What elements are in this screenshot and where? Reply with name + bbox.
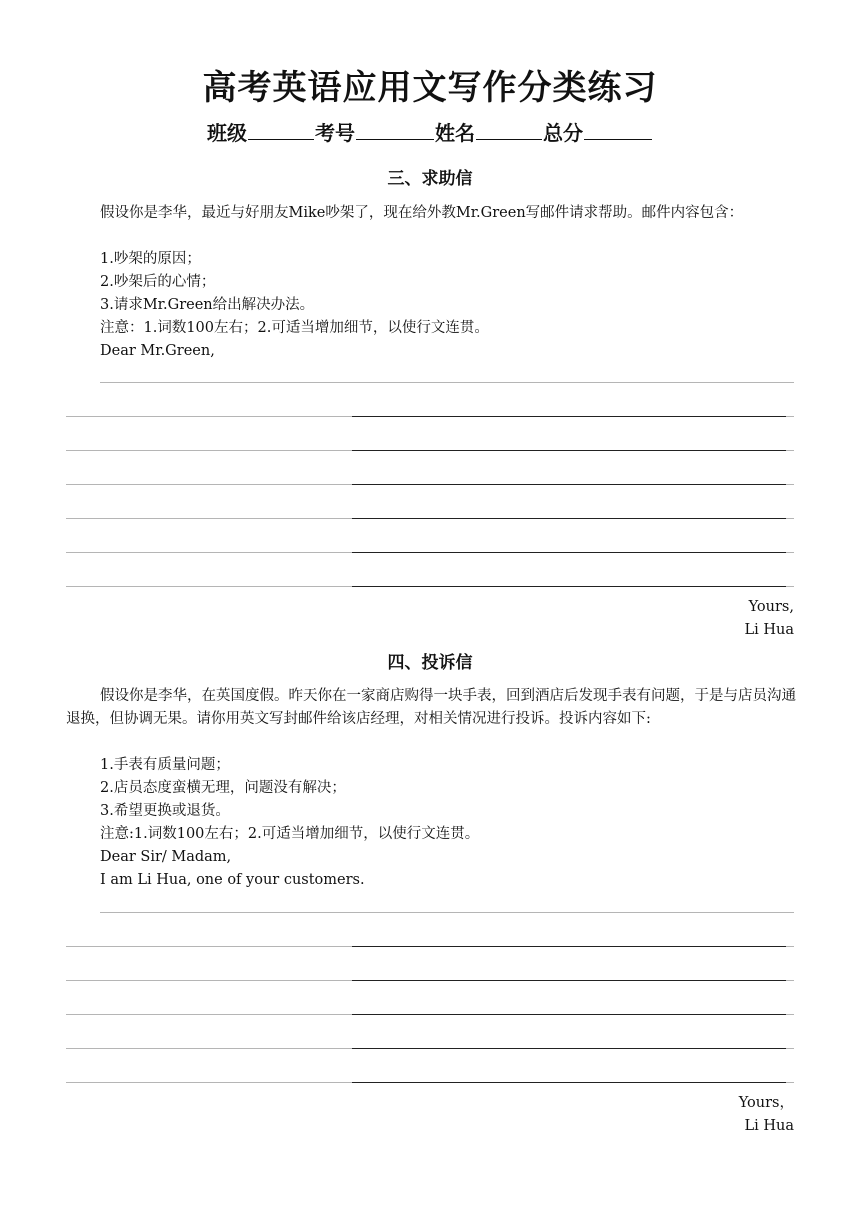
writing-line-end bbox=[786, 450, 794, 451]
writing-line[interactable] bbox=[352, 1014, 786, 1015]
number-label: 考号 bbox=[315, 121, 355, 145]
score-label: 总分 bbox=[543, 121, 583, 145]
writing-line-end bbox=[786, 1014, 794, 1015]
writing-line[interactable] bbox=[66, 1048, 352, 1049]
prompt-note: 注意：1.词数100左右；2.可适当增加细节，以使行文连贯。 bbox=[100, 320, 489, 336]
prompt-point: 3.希望更换或退货。 bbox=[100, 803, 230, 819]
writing-line[interactable] bbox=[66, 416, 352, 417]
writing-line-end bbox=[786, 552, 794, 553]
writing-line[interactable] bbox=[66, 980, 352, 981]
writing-line[interactable] bbox=[66, 1082, 352, 1083]
section-prompt-complaint-letter: 假设你是李华，在英国度假。昨天你在一家商店购得一块手表，回到酒店后发现手表有问题，于是与店员沟通退换，但协调无果。请你用英文写封邮件给该店经理，对相关情况进行投诉。投诉内容如下: bbox=[66, 688, 796, 727]
student-info-line bbox=[0, 118, 860, 148]
letter-signature: Li Hua bbox=[744, 1118, 794, 1134]
writing-line[interactable] bbox=[66, 552, 352, 553]
writing-line[interactable] bbox=[352, 552, 786, 553]
writing-line[interactable] bbox=[352, 1082, 786, 1083]
writing-line[interactable] bbox=[352, 450, 786, 451]
writing-line[interactable] bbox=[100, 912, 794, 913]
letter-salutation: Dear Sir/ Madam, bbox=[100, 849, 232, 865]
writing-line[interactable] bbox=[352, 586, 786, 587]
writing-line[interactable] bbox=[352, 484, 786, 485]
prompt-point: 2.吵架后的心情； bbox=[100, 274, 216, 290]
writing-line[interactable] bbox=[66, 1014, 352, 1015]
section-prompt-help-letter: 假设你是李华，最近与好朋友Mike吵架了，现在给外教Mr.Green写邮件请求帮助。邮件内容包含： bbox=[100, 205, 744, 221]
class-label: 班级 bbox=[207, 121, 247, 145]
writing-line[interactable] bbox=[352, 416, 786, 417]
letter-opening: I am Li Hua, one of your customers. bbox=[100, 872, 365, 888]
writing-line[interactable] bbox=[66, 946, 352, 947]
prompt-point: 1.手表有质量问题； bbox=[100, 757, 230, 773]
section-title-complaint-letter: 四、投诉信 bbox=[387, 653, 473, 673]
name-label: 姓名 bbox=[435, 121, 475, 145]
writing-line[interactable] bbox=[66, 450, 352, 451]
writing-line-end bbox=[786, 980, 794, 981]
class-blank[interactable] bbox=[248, 119, 314, 140]
prompt-point: 1.吵架的原因； bbox=[100, 251, 201, 267]
writing-line-end bbox=[786, 1082, 794, 1083]
name-blank[interactable] bbox=[476, 119, 542, 140]
prompt-point: 2.店员态度蛮横无理，问题没有解决； bbox=[100, 780, 346, 796]
writing-line-end bbox=[786, 484, 794, 485]
writing-line[interactable] bbox=[66, 586, 352, 587]
writing-line-end bbox=[786, 518, 794, 519]
letter-closing: Yours， bbox=[738, 1095, 794, 1111]
writing-line[interactable] bbox=[352, 980, 786, 981]
writing-line[interactable] bbox=[352, 518, 786, 519]
writing-line-end bbox=[786, 946, 794, 947]
writing-line[interactable] bbox=[352, 1048, 786, 1049]
writing-line-end bbox=[786, 586, 794, 587]
prompt-point: 3.请求Mr.Green给出解决办法。 bbox=[100, 297, 315, 313]
letter-salutation: Dear Mr.Green, bbox=[100, 343, 215, 359]
score-blank[interactable] bbox=[584, 119, 652, 140]
letter-closing: Yours, bbox=[748, 599, 794, 615]
writing-line[interactable] bbox=[352, 946, 786, 947]
number-blank[interactable] bbox=[356, 119, 434, 140]
writing-line[interactable] bbox=[100, 382, 794, 383]
writing-line[interactable] bbox=[66, 484, 352, 485]
writing-line-end bbox=[786, 1048, 794, 1049]
writing-line[interactable] bbox=[66, 518, 352, 519]
prompt-note: 注意:1.词数100左右；2.可适当增加细节，以使行文连贯。 bbox=[100, 826, 480, 842]
page-title: 高考英语应用文写作分类练习 bbox=[202, 68, 658, 108]
writing-line-end bbox=[786, 416, 794, 417]
section-title-help-letter: 三、求助信 bbox=[387, 169, 473, 189]
letter-signature: Li Hua bbox=[744, 622, 794, 638]
